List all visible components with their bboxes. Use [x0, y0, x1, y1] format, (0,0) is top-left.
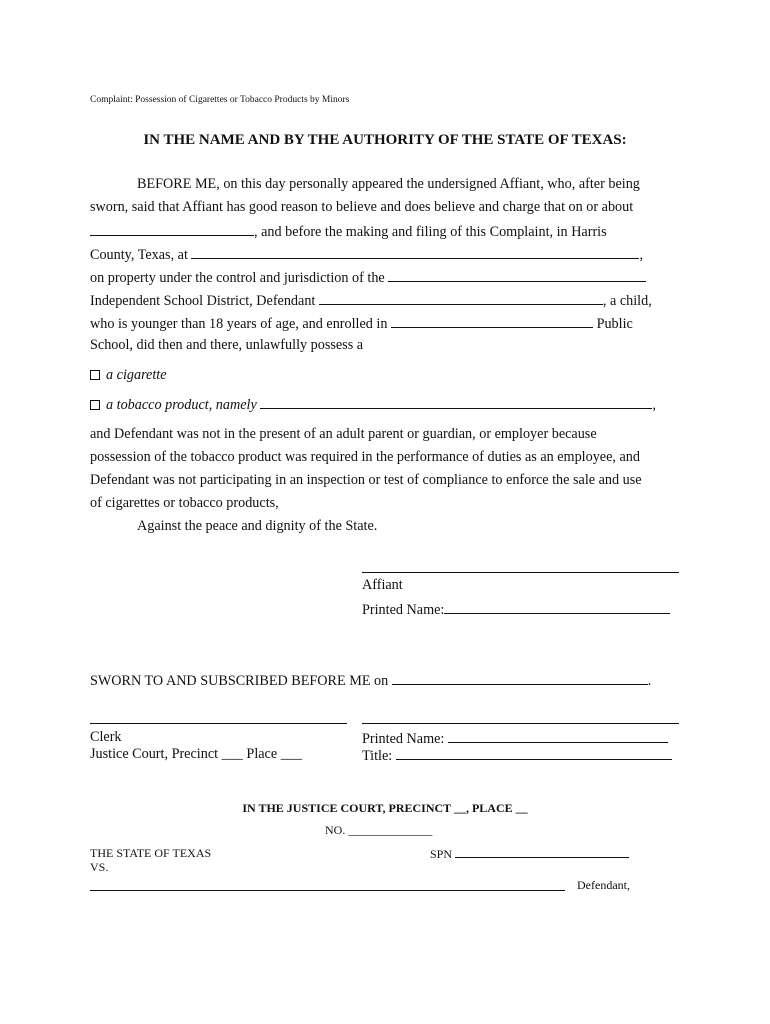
date-blank[interactable]	[90, 222, 254, 236]
option-tobacco-end: ,	[652, 397, 656, 413]
clerk-signature-line[interactable]	[90, 723, 347, 724]
affiant-printed-name-label: Printed Name:	[362, 602, 445, 618]
tobacco-product-blank[interactable]	[260, 395, 652, 409]
district-blank[interactable]	[388, 268, 646, 282]
affiant-signature-line[interactable]	[362, 572, 679, 573]
body2-line-1: and Defendant was not in the present of an adult parent or guardian, or employer because	[90, 426, 597, 442]
clerk-court: Justice Court, Precinct ___ Place ___	[90, 746, 302, 762]
official-printed-name-label: Printed Name:	[362, 731, 445, 747]
defendant-label: Defendant,	[577, 878, 630, 892]
body-line-1: BEFORE ME, on this day personally appeared the undersigned Affiant, who, after being	[137, 176, 640, 192]
body-line-3	[90, 222, 607, 241]
official-title-label: Title:	[362, 748, 393, 764]
body-line-6-text: Independent School District, Defendant	[90, 293, 316, 309]
official-signature-line[interactable]	[362, 723, 679, 724]
spn-field	[430, 846, 629, 862]
option-cigarette-label: a cigarette	[106, 367, 167, 383]
body-line-4	[90, 245, 643, 264]
option-tobacco-label: a tobacco product, namely	[106, 397, 257, 413]
defendant-name-line[interactable]	[90, 890, 565, 891]
body-line-5	[90, 268, 646, 287]
state-of-texas: THE STATE OF TEXAS	[90, 846, 212, 860]
spn-blank[interactable]	[455, 846, 629, 858]
body-line-4-text: County, Texas, at	[90, 247, 188, 263]
defendant-blank[interactable]	[319, 291, 603, 305]
body-line-7-end: Public	[596, 316, 633, 332]
official-title-blank[interactable]	[396, 746, 672, 760]
body-line-6	[90, 291, 652, 310]
official-printed-name-blank[interactable]	[448, 729, 668, 743]
body-line-7	[90, 314, 633, 333]
clerk-label: Clerk	[90, 729, 122, 745]
school-blank[interactable]	[391, 314, 593, 328]
affiant-printed-name-blank[interactable]	[444, 600, 670, 614]
body2-line-4: of cigarettes or tobacco products,	[90, 495, 279, 511]
page-title: IN THE NAME AND BY THE AUTHORITY OF THE STATE OF TEXAS:	[143, 132, 627, 148]
body2-line-5: Against the peace and dignity of the State.	[137, 518, 378, 534]
location-blank[interactable]	[191, 245, 639, 259]
body2-line-2: possession of the tobacco product was required in the performance of duties as an employee, and	[90, 449, 640, 465]
affiant-printed-name	[362, 600, 670, 619]
option-cigarette	[90, 367, 167, 384]
body-line-8: School, did then and there, unlawfully possess a	[90, 337, 364, 353]
body-line-7-text: who is younger than 18 years of age, and enrolled in	[90, 316, 388, 332]
case-number: NO. ______________	[325, 823, 433, 837]
sworn-end: .	[647, 673, 652, 689]
spn-label: SPN	[430, 847, 453, 861]
body-line-3-text: , and before the making and filing of this Complaint, in Harris	[254, 224, 607, 240]
option-tobacco	[90, 395, 656, 414]
cigarette-checkbox[interactable]	[90, 370, 100, 380]
official-title	[362, 746, 672, 765]
body-line-5-text: on property under the control and jurisdiction of the	[90, 270, 385, 286]
affiant-label: Affiant	[362, 577, 403, 593]
tobacco-checkbox[interactable]	[90, 400, 100, 410]
sworn-statement	[90, 671, 651, 690]
form-header: Complaint: Possession of Cigarettes or Tobacco Products by Minors	[90, 95, 350, 105]
court-heading: IN THE JUSTICE COURT, PRECINCT __, PLACE __	[242, 801, 528, 815]
body-line-4-end: ,	[639, 247, 644, 263]
body-line-6-end: , a child,	[602, 293, 652, 309]
sworn-text: SWORN TO AND SUBSCRIBED BEFORE ME on	[90, 673, 389, 689]
sworn-date-blank[interactable]	[392, 671, 648, 685]
body2-line-3: Defendant was not participating in an inspection or test of compliance to enforce the sale and use	[90, 472, 642, 488]
versus: VS.	[90, 860, 109, 874]
body-line-2: sworn, said that Affiant has good reason to believe and does believe and charge that on or about	[90, 199, 634, 215]
